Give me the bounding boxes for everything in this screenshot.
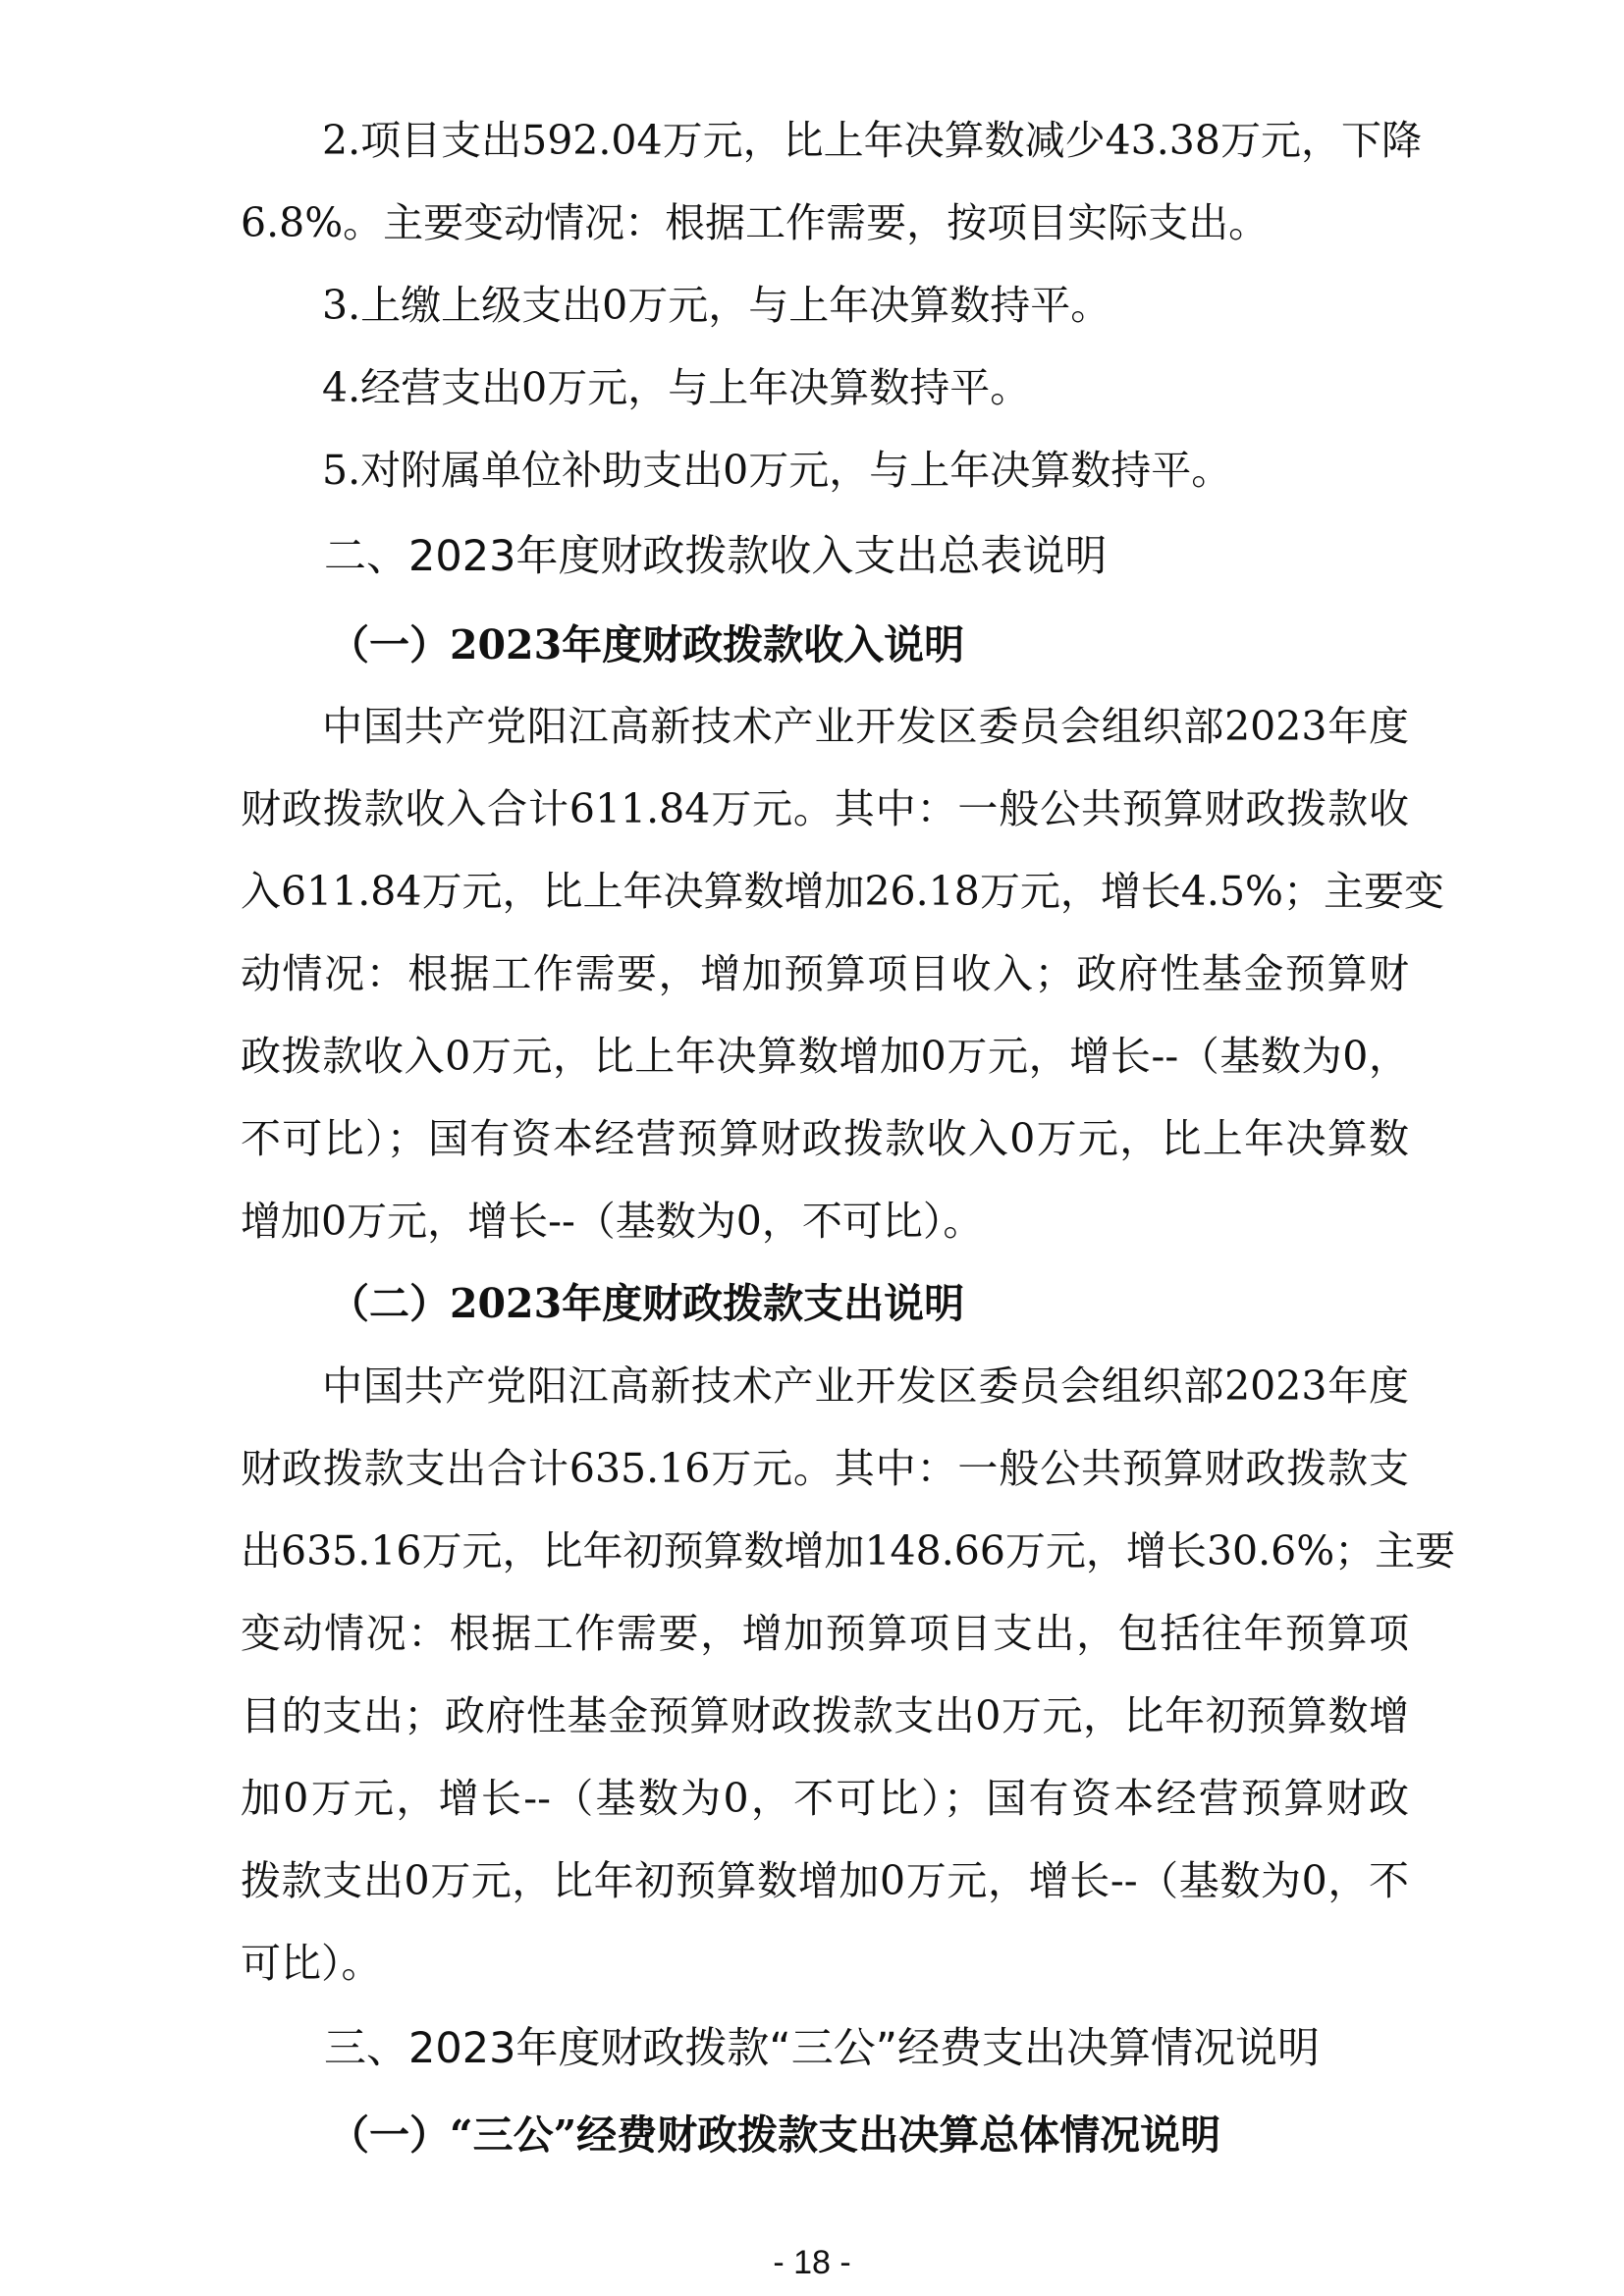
item-4: 4.经营支出0万元，与上年决算数持平。 — [322, 364, 1031, 411]
paragraph-line: 拨款支出0万元，比年初预算数增加0万元，增长--（基数为0，不 — [241, 1857, 1409, 1904]
section-2-heading: 二、2023年度财政拨款收入支出总表说明 — [324, 532, 1108, 581]
section-2-2-heading: （二）2023年度财政拨款支出说明 — [329, 1280, 965, 1327]
section-3-heading: 三、2023年度财政拨款“三公”经费支出决算情况说明 — [324, 2024, 1320, 2073]
paragraph-line: 不可比）；国有资本经营预算财政拨款收入0万元，比上年决算数 — [241, 1115, 1409, 1162]
item-3: 3.上缴上级支出0万元，与上年决算数持平。 — [322, 282, 1111, 329]
section-3-1-heading: （一）“三公”经费财政拨款支出决算总体情况说明 — [329, 2111, 1221, 2159]
section-2-1-heading: （一）2023年度财政拨款收入说明 — [329, 621, 965, 668]
item-2-line-2: 6.8%。主要变动情况：根据工作需要，按项目实际支出。 — [241, 199, 1270, 246]
paragraph-line: 中国共产党阳江高新技术产业开发区委员会组织部2023年度 — [322, 703, 1409, 750]
paragraph-line: 加0万元，增长--（基数为0，不可比）；国有资本经营预算财政 — [241, 1775, 1409, 1822]
item-5: 5.对附属单位补助支出0万元，与上年决算数持平。 — [322, 447, 1232, 494]
paragraph-line: 中国共产党阳江高新技术产业开发区委员会组织部2023年度 — [322, 1362, 1409, 1410]
paragraph-line: 动情况：根据工作需要，增加预算项目收入；政府性基金预算财 — [241, 950, 1409, 997]
item-2-line-1: 2.项目支出592.04万元，比上年决算数减少43.38万元，下降 — [322, 117, 1422, 164]
paragraph-line: 入611.84万元，比上年决算数增加26.18万元，增长4.5%；主要变 — [241, 868, 1444, 915]
page-number: - 18 - — [773, 2244, 851, 2281]
paragraph-line: 财政拨款支出合计635.16万元。其中：一般公共预算财政拨款支 — [241, 1445, 1409, 1492]
paragraph-line: 政拨款收入0万元，比上年决算数增加0万元，增长--（基数为0， — [241, 1033, 1409, 1080]
paragraph-line: 增加0万元，增长--（基数为0，不可比）。 — [241, 1198, 984, 1245]
paragraph-line: 财政拨款收入合计611.84万元。其中：一般公共预算财政拨款收 — [241, 785, 1409, 832]
paragraph-line: 出635.16万元，比年初预算数增加148.66万元，增长30.6%；主要 — [241, 1527, 1456, 1575]
paragraph-line: 目的支出；政府性基金预算财政拨款支出0万元，比年初预算数增 — [241, 1692, 1409, 1739]
paragraph-line: 变动情况：根据工作需要，增加预算项目支出，包括往年预算项 — [241, 1610, 1409, 1657]
paragraph-line: 可比）。 — [241, 1940, 382, 1987]
